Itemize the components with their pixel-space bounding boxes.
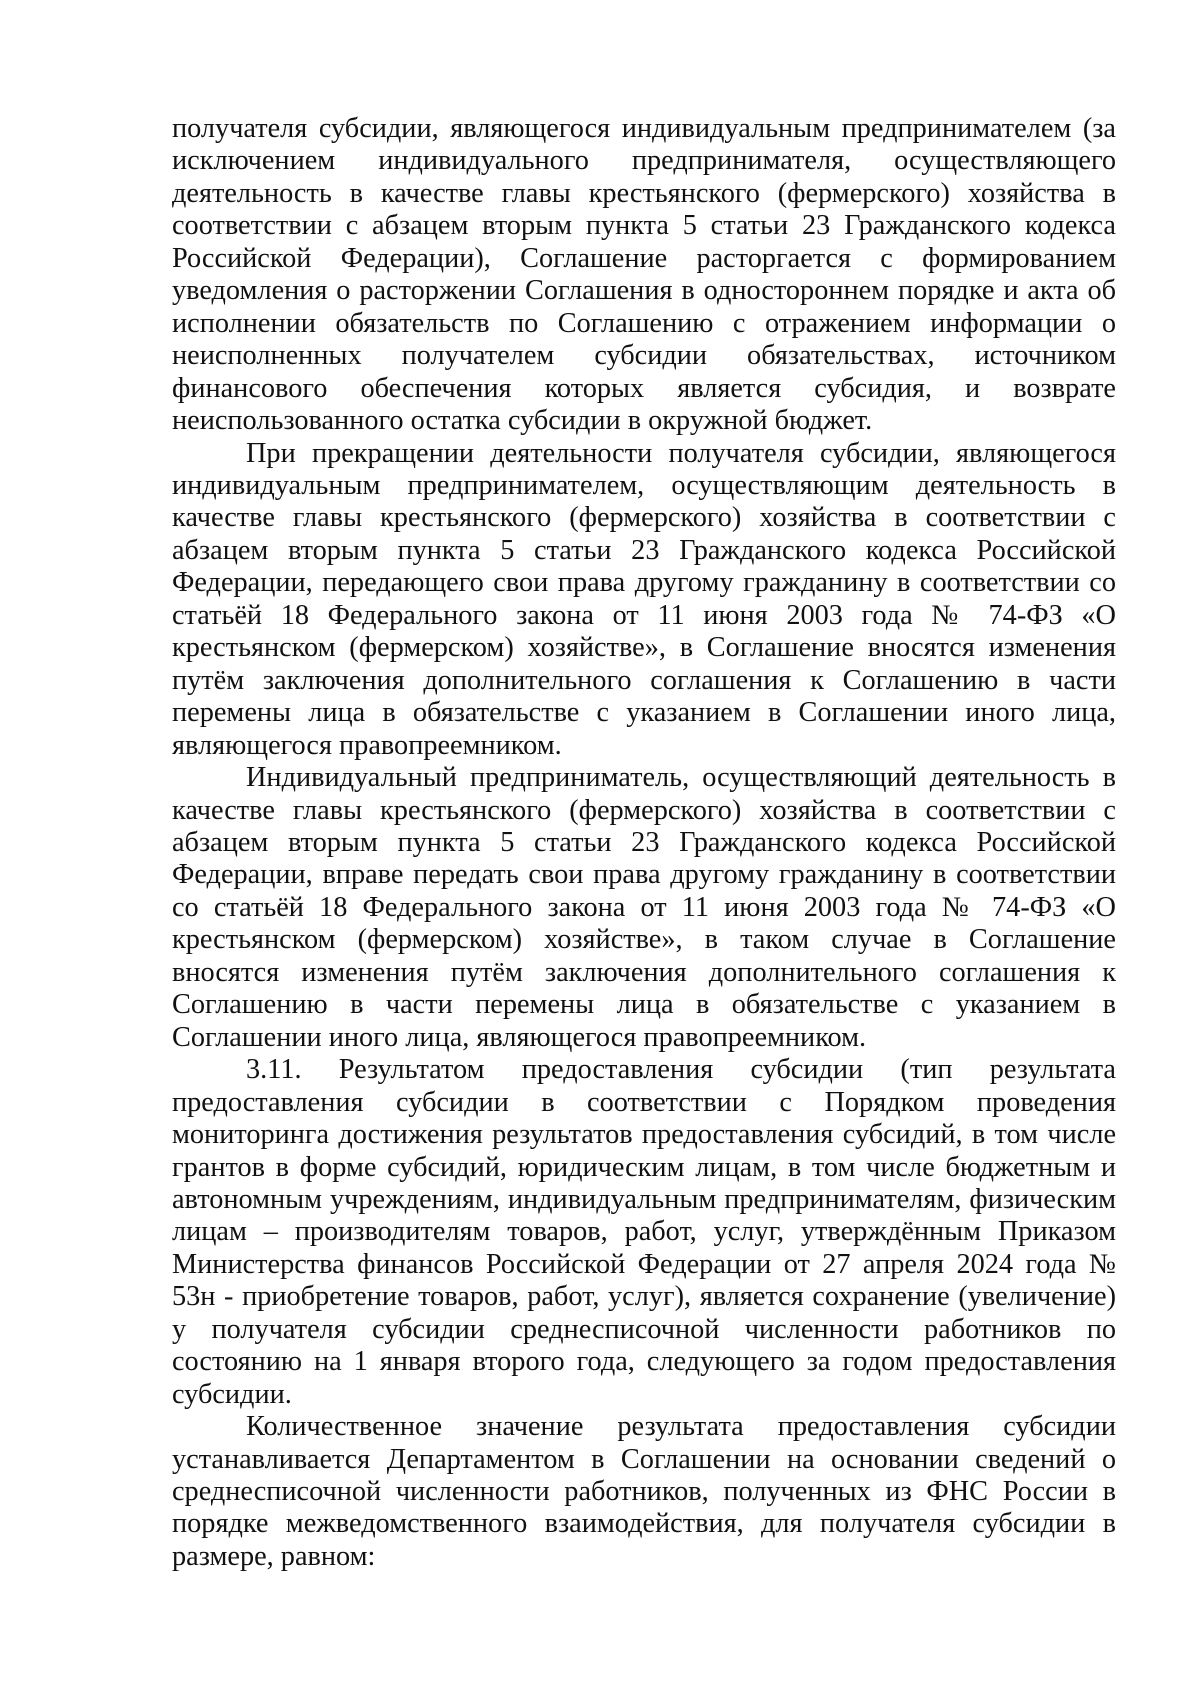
paragraph-rights-transfer: Индивидуальный предприниматель, осуществляющий деятельность в качестве главы крестьянского (фермерского) хозяйства в соответствии с абзацем вторым пункта 5 статьи 23 Гражданского кодекса Российской Федерации, вправе передать свои права другому гражданину в соответствии со статьёй 18 Федерального закона от 11 июня 2003 года № 74-ФЗ «О крестьянском (фермерском) хозяйстве», в таком случае в Соглашение вносятся изменения путём заключения дополнительного соглашения к Соглашению в части перемены лица в обязательстве с указанием в Соглашении иного лица, являющегося правопреемником. xyxy=(172,762,1116,1053)
paragraph-activity-cessation: При прекращении деятельности получателя субсидии, являющегося индивидуальным предпринимателем, осуществляющим деятельность в качестве главы крестьянского (фермерского) хозяйства в соответствии с абзацем вторым пункта 5 статьи 23 Гражданского кодекса Российской Федерации, передающего свои права другому гражданину в соответствии со статьёй 18 Федерального закона от 11 июня 2003 года № 74-ФЗ «О крестьянском (фермерском) хозяйстве», в Соглашение вносятся изменения путём заключения дополнительного соглашения к Соглашению в части перемены лица в обязательстве с указанием в Соглашении иного лица, являющегося правопреемником. xyxy=(172,437,1116,761)
paragraph-quantitative-value: Количественное значение результата предоставления субсидии устанавливается Департаментом в Соглашении на основании сведений о среднесписочной численности работников, полученных из ФНС России в порядке межведомственного взаимодействия, для получателя субсидии в размере, равном: xyxy=(172,1411,1116,1572)
document-body xyxy=(172,113,1116,1573)
paragraph-termination: получателя субсидии, являющегося индивидуальным предпринимателем (за исключением индивидуального предпринимателя, осуществляющего деятельность в качестве главы крестьянского (фермерского) хозяйства в соответствии с абзацем вторым пункта 5 статьи 23 Гражданского кодекса Российской Федерации), Соглашение расторгается с формированием уведомления о расторжении Соглашения в одностороннем порядке и акта об исполнении обязательств по Соглашению с отражением информации о неисполненных получателем субсидии обязательствах, источником финансового обеспечения которых является субсидия, и возврате неиспользованного остатка субсидии в окружной бюджет. xyxy=(172,113,1116,437)
paragraph-clause-3-11: 3.11. Результатом предоставления субсидии (тип результата предоставления субсидии в соответствии с Порядком проведения мониторинга достижения результатов предоставления субсидий, в том числе грантов в форме субсидий, юридическим лицам, в том числе бюджетным и автономным учреждениям, индивидуальным предпринимателям, физическим лицам – производителям товаров, работ, услуг, утверждённым Приказом Министерства финансов Российской Федерации от 27 апреля 2024 года № 53н - приобретение товаров, работ, услуг), является сохранение (увеличение) у получателя субсидии среднесписочной численности работников по состоянию на 1 января второго года, следующего за годом предоставления субсидии. xyxy=(172,1054,1116,1410)
